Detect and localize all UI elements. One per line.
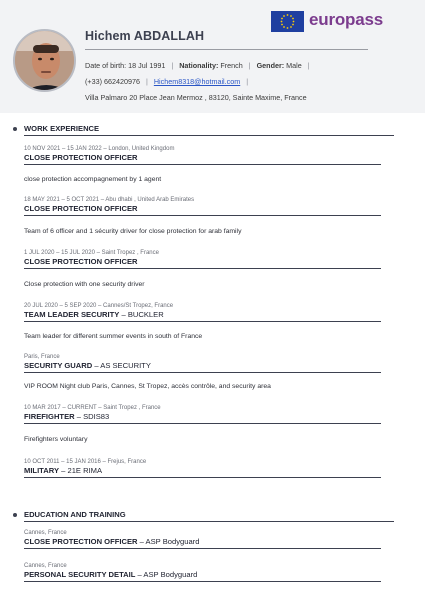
profile-photo bbox=[13, 29, 76, 92]
entry-meta: Cannes, France bbox=[24, 530, 67, 536]
work-entry bbox=[24, 197, 381, 216]
nationality-label: Nationality: bbox=[179, 61, 219, 70]
nationality-value: French bbox=[220, 61, 243, 70]
section-divider bbox=[24, 135, 394, 136]
europass-logo: europass bbox=[309, 10, 383, 29]
entry-meta: 10 OCT 2011 – 15 JAN 2016 – Frejus, France bbox=[24, 459, 147, 465]
address-line: Villa Palmaro 20 Place Jean Mermoz , 83120, Sainte Maxime, France bbox=[85, 93, 307, 102]
entry-role: SECURITY GUARD – AS SECURITY bbox=[24, 361, 151, 370]
entry-role: TEAM LEADER SECURITY – BUCKLER bbox=[24, 310, 164, 319]
entry-meta: Cannes, France bbox=[24, 563, 67, 569]
entry-description: Close protection with one security driver bbox=[24, 281, 145, 288]
section-title: EDUCATION AND TRAINING bbox=[24, 510, 126, 519]
entry-role: MILITARY – 21E RIMA bbox=[24, 466, 103, 475]
person-name: Hichem ABDALLAH bbox=[85, 29, 205, 43]
entry-role: PERSONAL SECURITY DETAIL – ASP Bodyguard bbox=[24, 570, 198, 579]
entry-meta: 10 NOV 2021 – 15 JAN 2022 – London, United Kingdom bbox=[24, 146, 175, 152]
entry-meta: 1 JUL 2020 – 15 JUL 2020 – Saint Tropez , France bbox=[24, 250, 159, 256]
entry-description: Firefighters voluntary bbox=[24, 436, 88, 443]
entry-meta: 18 MAY 2021 – 5 OCT 2021 – Abu dhabi , United Arab Emirates bbox=[24, 197, 195, 203]
education-entry bbox=[24, 530, 381, 549]
gender-label: Gender: bbox=[256, 61, 285, 70]
entry-role: CLOSE PROTECTION OFFICER bbox=[24, 257, 138, 266]
work-entry bbox=[24, 354, 381, 373]
entry-description: close protection accompagnement by 1 agent bbox=[24, 176, 162, 183]
entry-role: CLOSE PROTECTION OFFICER bbox=[24, 204, 138, 213]
personal-details-line: Date of birth: 18 Jul 1991 | Nationality: French | Gender: Male | bbox=[85, 61, 310, 70]
dob-value: 18 Jul 1991 bbox=[128, 61, 166, 70]
work-entry bbox=[24, 459, 381, 478]
entry-description: Team of 6 officer and 1 sécurity driver for close protection for arab family bbox=[24, 228, 242, 235]
work-entry bbox=[24, 303, 381, 322]
section-bullet-icon bbox=[13, 513, 17, 517]
entry-role: FIREFIGHTER – SDIS83 bbox=[24, 412, 110, 421]
section-bullet-icon bbox=[13, 127, 17, 131]
phone-number: (+33) 662420976 bbox=[85, 77, 140, 86]
work-entry bbox=[24, 250, 381, 269]
entry-description: Team leader for different summer events in south of France bbox=[24, 333, 203, 340]
name-divider bbox=[85, 49, 368, 50]
header bbox=[0, 0, 425, 113]
section-divider bbox=[24, 521, 394, 522]
work-entry bbox=[24, 405, 381, 424]
eu-flag-icon bbox=[271, 11, 304, 32]
dob-label: Date of birth: bbox=[85, 61, 127, 70]
gender-value: Male bbox=[286, 61, 302, 70]
email-link[interactable]: Hichem8318@hotmail.com bbox=[153, 77, 241, 86]
work-entry bbox=[24, 146, 381, 165]
entry-role: CLOSE PROTECTION OFFICER – ASP Bodyguard bbox=[24, 537, 200, 546]
entry-meta: 10 MAR 2017 – CURRENT – Saint Tropez , France bbox=[24, 405, 161, 411]
section-title: WORK EXPERIENCE bbox=[24, 124, 100, 133]
entry-meta: Paris, France bbox=[24, 354, 60, 360]
entry-description: VIP ROOM Night club Paris, Cannes, St Tropez, accès contrôle, and security area bbox=[24, 383, 271, 390]
entry-role: CLOSE PROTECTION OFFICER bbox=[24, 153, 138, 162]
education-entry bbox=[24, 563, 381, 582]
contact-line: (+33) 662420976 | Hichem8318@hotmail.com | bbox=[85, 77, 249, 86]
entry-meta: 20 JUL 2020 – 5 SEP 2020 – Cannes/St Tropez, France bbox=[24, 303, 174, 309]
